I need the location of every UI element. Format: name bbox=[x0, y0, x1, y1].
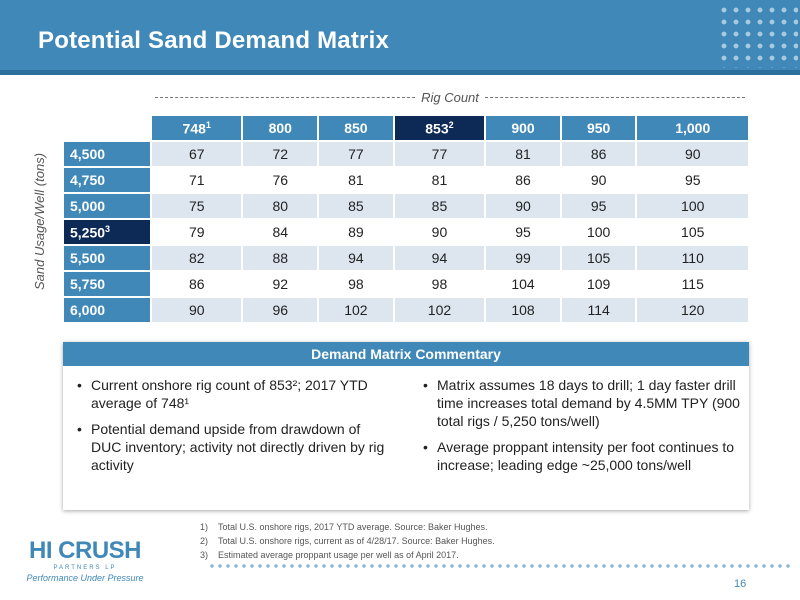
table-cell: 98 bbox=[319, 272, 393, 296]
rig-count-axis-label bbox=[155, 90, 745, 105]
row-header-tons: 6,000 bbox=[64, 298, 150, 322]
table-corner bbox=[64, 116, 150, 140]
commentary-right-list bbox=[421, 376, 743, 482]
commentary-bullet: • Average proppant intensity per foot continues to increase; leading edge ~25,000 tons/well bbox=[421, 438, 743, 474]
table-row bbox=[64, 220, 748, 244]
column-header-rigs: 950 bbox=[562, 116, 636, 140]
table-cell: 79 bbox=[152, 220, 241, 244]
header-bar bbox=[0, 0, 800, 75]
table-cell: 109 bbox=[562, 272, 636, 296]
row-header-tons: 4,500 bbox=[64, 142, 150, 166]
table-row bbox=[64, 272, 748, 296]
footnote: 1) Total U.S. onshore rigs, 2017 YTD average. Source: Baker Hughes. bbox=[200, 522, 488, 532]
table-cell: 67 bbox=[152, 142, 241, 166]
table-cell: 100 bbox=[562, 220, 636, 244]
table-cell: 75 bbox=[152, 194, 241, 218]
table-cell: 85 bbox=[319, 194, 393, 218]
row-header-tons: 5,250$^3$ bbox=[64, 220, 150, 244]
commentary-bullet: • Potential demand upside from drawdown of DUC inventory; activity not directly driven by rig activity bbox=[75, 420, 385, 474]
commentary-box bbox=[63, 342, 749, 510]
table-cell: 81 bbox=[395, 168, 484, 192]
table-cell: 71 bbox=[152, 168, 241, 192]
footnote: 2) Total U.S. onshore rigs, current as of 4/28/17. Source: Baker Hughes. bbox=[200, 536, 495, 546]
dash-line bbox=[155, 97, 415, 98]
table-cell: 88 bbox=[243, 246, 317, 270]
rig-count-label: Rig Count bbox=[421, 90, 479, 105]
table-cell: 108 bbox=[486, 298, 560, 322]
table-cell: 95 bbox=[486, 220, 560, 244]
table-cell: 89 bbox=[319, 220, 393, 244]
table-cell: 90 bbox=[152, 298, 241, 322]
table-cell: 85 bbox=[395, 194, 484, 218]
row-header-tons: 4,750 bbox=[64, 168, 150, 192]
table-cell: 77 bbox=[319, 142, 393, 166]
table-cell: 105 bbox=[562, 246, 636, 270]
table-cell: 104 bbox=[486, 272, 560, 296]
table-cell: 72 bbox=[243, 142, 317, 166]
table-cell: 115 bbox=[637, 272, 748, 296]
table-cell: 90 bbox=[486, 194, 560, 218]
table-cell: 84 bbox=[243, 220, 317, 244]
page-number: 16 bbox=[734, 578, 747, 590]
logo-wordmark: HI CRUSH bbox=[28, 537, 141, 564]
column-header-rigs: 850 bbox=[319, 116, 393, 140]
column-header-rigs: 1,000 bbox=[637, 116, 748, 140]
table-cell: 82 bbox=[152, 246, 241, 270]
footnotes bbox=[200, 520, 495, 562]
row-header-tons: 5,000 bbox=[64, 194, 150, 218]
table-cell: 81 bbox=[486, 142, 560, 166]
table-cell: 92 bbox=[243, 272, 317, 296]
row-header-tons: 5,500 bbox=[64, 246, 150, 270]
table-cell: 110 bbox=[637, 246, 748, 270]
table-row bbox=[64, 298, 748, 322]
column-header-rigs: $748^1$ bbox=[152, 116, 241, 140]
commentary-bullet: • Current onshore rig count of 853²; 2017 YTD average of 748¹ bbox=[75, 376, 385, 412]
sand-usage-axis-label bbox=[20, 117, 60, 325]
table-cell: 95 bbox=[562, 194, 636, 218]
logo-sub: PARTNERS LP bbox=[53, 565, 117, 571]
table-cell: 95 bbox=[637, 168, 748, 192]
sand-usage-label: Sand Usage/Well (tons) bbox=[32, 152, 48, 290]
table-cell: 77 bbox=[395, 142, 484, 166]
table-cell: 90 bbox=[637, 142, 748, 166]
logo-tagline: Performance Under Pressure bbox=[26, 573, 144, 583]
header-band bbox=[0, 70, 800, 75]
table-cell: 102 bbox=[395, 298, 484, 322]
table-cell: 86 bbox=[152, 272, 241, 296]
table-cell: 99 bbox=[486, 246, 560, 270]
table-row bbox=[64, 194, 748, 218]
commentary-left-list bbox=[75, 376, 385, 482]
table-cell: 102 bbox=[319, 298, 393, 322]
page-title: Potential Sand Demand Matrix bbox=[38, 27, 389, 54]
table-cell: 80 bbox=[243, 194, 317, 218]
footnote: 3) Estimated average proppant usage per well as of April 2017. bbox=[200, 550, 459, 560]
footer-dots bbox=[208, 563, 793, 569]
table-cell: 86 bbox=[562, 142, 636, 166]
column-header-rigs: $853^2$ bbox=[395, 116, 484, 140]
table-cell: 86 bbox=[486, 168, 560, 192]
table-row bbox=[64, 246, 748, 270]
table-row bbox=[64, 142, 748, 166]
column-header-rigs: 800 bbox=[243, 116, 317, 140]
table-cell: 90 bbox=[562, 168, 636, 192]
table-cell: 94 bbox=[319, 246, 393, 270]
decorative-dots bbox=[718, 4, 798, 68]
table-cell: 120 bbox=[637, 298, 748, 322]
column-header-rigs: 900 bbox=[486, 116, 560, 140]
table-cell: 98 bbox=[395, 272, 484, 296]
table-cell: 94 bbox=[395, 246, 484, 270]
table-cell: 100 bbox=[637, 194, 748, 218]
company-logo bbox=[20, 538, 150, 596]
table-row bbox=[64, 168, 748, 192]
row-header-tons: 5,750 bbox=[64, 272, 150, 296]
commentary-bullet: • Matrix assumes 18 days to drill; 1 day faster drill time increases total demand by 4.5MM TPY (900 total rigs / 5,250 tons/well) bbox=[421, 376, 743, 430]
table-cell: 114 bbox=[562, 298, 636, 322]
table-cell: 76 bbox=[243, 168, 317, 192]
table-cell: 81 bbox=[319, 168, 393, 192]
table-cell: 105 bbox=[637, 220, 748, 244]
table-cell: 90 bbox=[395, 220, 484, 244]
demand-matrix-table bbox=[62, 114, 750, 324]
dash-line bbox=[485, 97, 745, 98]
table-header-row bbox=[64, 116, 748, 140]
table-cell: 96 bbox=[243, 298, 317, 322]
commentary-title: Demand Matrix Commentary bbox=[63, 342, 749, 366]
